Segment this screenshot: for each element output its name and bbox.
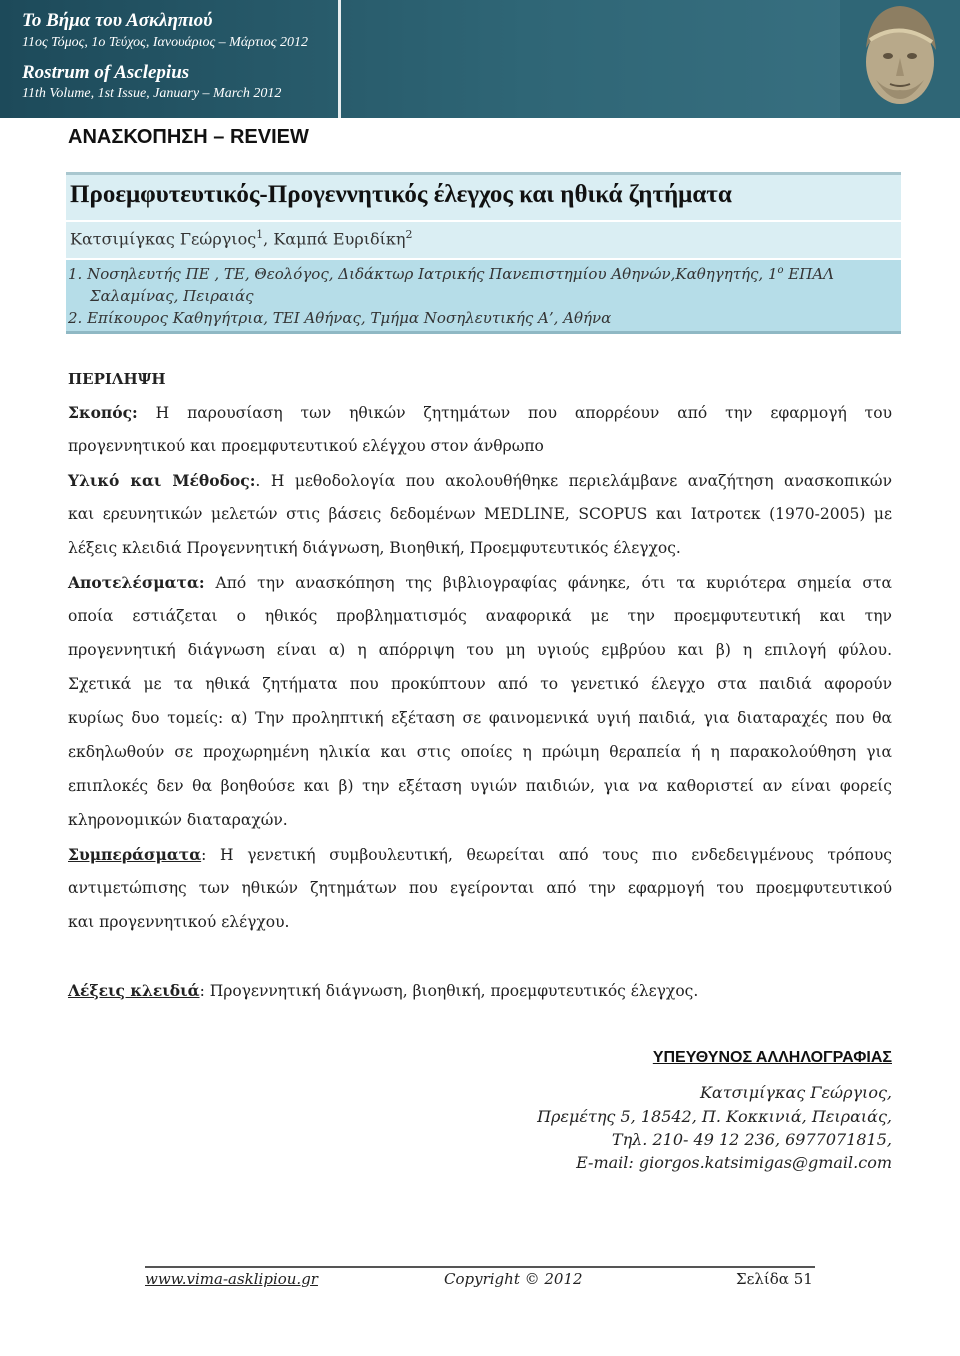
affiliation-2: 2. Επίκουρος Καθηγήτρια, ΤΕΙ Αθήνας, Τμήμα Νοσηλευτικής Α’, Αθήνα <box>68 309 612 327</box>
conclusions-line-2: αντιμετώπισης των ηθικών ζητημάτων που εγείρονται από την εφαρμογή του προεμφυτευτικού <box>68 879 892 897</box>
footer-divider <box>145 1266 815 1268</box>
journal-title-english: Rostrum of Asclepius <box>22 62 190 83</box>
keywords-text: : Προγεννητική διάγνωση, βιοηθική, προεμφυτευτικός έλεγχος. <box>199 982 699 1000</box>
author-2: , Καμπά Ευριδίκη <box>263 229 406 249</box>
methods-line-2: και ερευνητικών μελετών στις βάσεις δεδομένων MEDLINE, SCOPUS και Ιατροτεκ (1970-2005) με <box>68 505 892 523</box>
results-line-3: προγεννητική διάγνωση είναι α) η απόρριψη του μη υγιούς εμβρύου και β) η επιλογή φύλου. <box>68 641 892 659</box>
results-line-5: κυρίως δυο τομείς: α) Την προληπτική εξέταση σε φαινομενικά υγιή παιδιά, για διαταραχές που θα <box>68 709 892 727</box>
methods-label: Υλικό και Μέθοδος: <box>68 471 256 490</box>
author-1-affil: 1 <box>256 228 264 241</box>
methods-text-1: . Η μεθοδολογία που ακολουθήθηκε περιελάμβανε αναζήτηση ανασκοπικών <box>255 472 892 490</box>
asclepius-bust-logo <box>840 0 960 118</box>
title-box <box>66 172 901 220</box>
authors <box>70 228 412 248</box>
author-2-affil: 2 <box>405 228 413 241</box>
section-label: ΑΝΑΣΚΟΠΗΣΗ – REVIEW <box>68 126 309 148</box>
results-line-7: επιπλοκές δεν θα βοηθούσε και β) την εξέταση υγιών παιδιών, για να καθοριστεί αν είναι φορείς <box>68 777 892 795</box>
affiliation-1-sup: ο <box>777 265 784 276</box>
correspondence-email[interactable]: E-mail: giorgos.katsimigas@gmail.com <box>576 1153 892 1172</box>
conclusions-label: Συμπεράσματα <box>68 845 202 864</box>
keywords-label: Λέξεις κλειδιά <box>68 981 200 1000</box>
results-text-1: Από την ανασκόπηση της βιβλιογραφίας φάνηκε, ότι τα κυριότερα σημεία στα <box>204 574 892 592</box>
correspondence-address: Πρεμέτης 5, 18542, Π. Κοκκινιά, Πειραιάς, <box>537 1107 892 1126</box>
affiliation-1 <box>68 265 834 283</box>
aim-label: Σκοπός: <box>68 403 138 422</box>
keywords-line <box>68 981 698 1000</box>
affiliation-1-continued: Σαλαμίνας, Πειραιάς <box>90 287 254 305</box>
methods-line-3: λέξεις κλειδιά Προγεννητική διάγνωση, Βιοηθική, Προεμφυτευτικός έλεγχος. <box>68 539 681 557</box>
results-line-6: εκδηλωθούν σε προχωρημένη ηλικία και στις οποίες η πρώιμη θεραπεία ή η παρακολούθηση για <box>68 743 892 761</box>
methods-line-1 <box>68 471 892 490</box>
results-line-4: Σχετικά με τα ηθικά ζητήματα που προκύπτουν από το γενετικό έλεγχο στα παιδιά αφορούν <box>68 675 892 693</box>
results-line-1 <box>68 573 892 592</box>
aim-line-1 <box>68 403 892 422</box>
author-1: Κατσιμίγκας Γεώργιος <box>70 229 257 249</box>
results-line-8: κληρονομικών διαταραχών. <box>68 811 288 829</box>
journal-header <box>0 0 960 118</box>
correspondence-phone: Τηλ. 210- 49 12 236, 6977071815, <box>611 1130 892 1149</box>
correspondence-heading: ΥΠΕΥΘΥΝΟΣ ΑΛΛΗΛΟΓΡΑΦΙΑΣ <box>652 1049 892 1066</box>
affiliation-1-text: 1. Νοσηλευτής ΠΕ , ΤΕ, Θεολόγος, Διδάκτωρ Ιατρικής Πανεπιστημίου Αθηνών,Καθηγητής, 1 <box>68 265 778 283</box>
authors-box <box>66 222 901 258</box>
affiliation-1-text-end: ΕΠΑΛ <box>783 265 834 283</box>
header-divider <box>338 0 341 118</box>
results-label: Αποτελέσματα: <box>68 573 205 592</box>
journal-title-greek: Το Βήμα του Ασκληπιού <box>22 10 213 31</box>
footer-copyright: Copyright © 2012 <box>444 1270 583 1288</box>
journal-volume-greek: 11ος Τόμος, 1ο Τεύχος, Ιανουάριος – Μάρτιος 2012 <box>22 35 308 50</box>
journal-volume-english: 11th Volume, 1st Issue, January – March 2012 <box>22 86 282 101</box>
aim-line-2: προγεννητικού και προεμφυτευτικού ελέγχου στον άνθρωπο <box>68 437 544 455</box>
article-title: Προεμφυτευτικός-Προγεννητικός έλεγχος και ηθικά ζητήματα <box>70 181 732 208</box>
affiliations-box <box>66 260 901 334</box>
footer-website-link[interactable]: www.vima-asklipiou.gr <box>145 1270 318 1288</box>
aim-text-1: Η παρουσίαση των ηθικών ζητημάτων που απορρέουν από την εφαρμογή του <box>137 404 892 422</box>
correspondence-name: Κατσιμίγκας Γεώργιος, <box>699 1083 892 1102</box>
conclusions-line-3: και προγεννητικού ελέγχου. <box>68 913 290 931</box>
results-line-2: οποία εστιάζεται ο ηθικός προβληματισμός αναφορικά με την προεμφυτευτική και την <box>68 607 892 625</box>
footer-page-number: Σελίδα 51 <box>736 1270 813 1288</box>
abstract-heading: ΠΕΡΙΛΗΨΗ <box>68 370 166 388</box>
conclusions-text-1: : Η γενετική συμβουλευτική, θεωρείται από τους πιο ενδεδειγμένους τρόπους <box>201 846 892 864</box>
conclusions-line-1 <box>68 845 892 864</box>
